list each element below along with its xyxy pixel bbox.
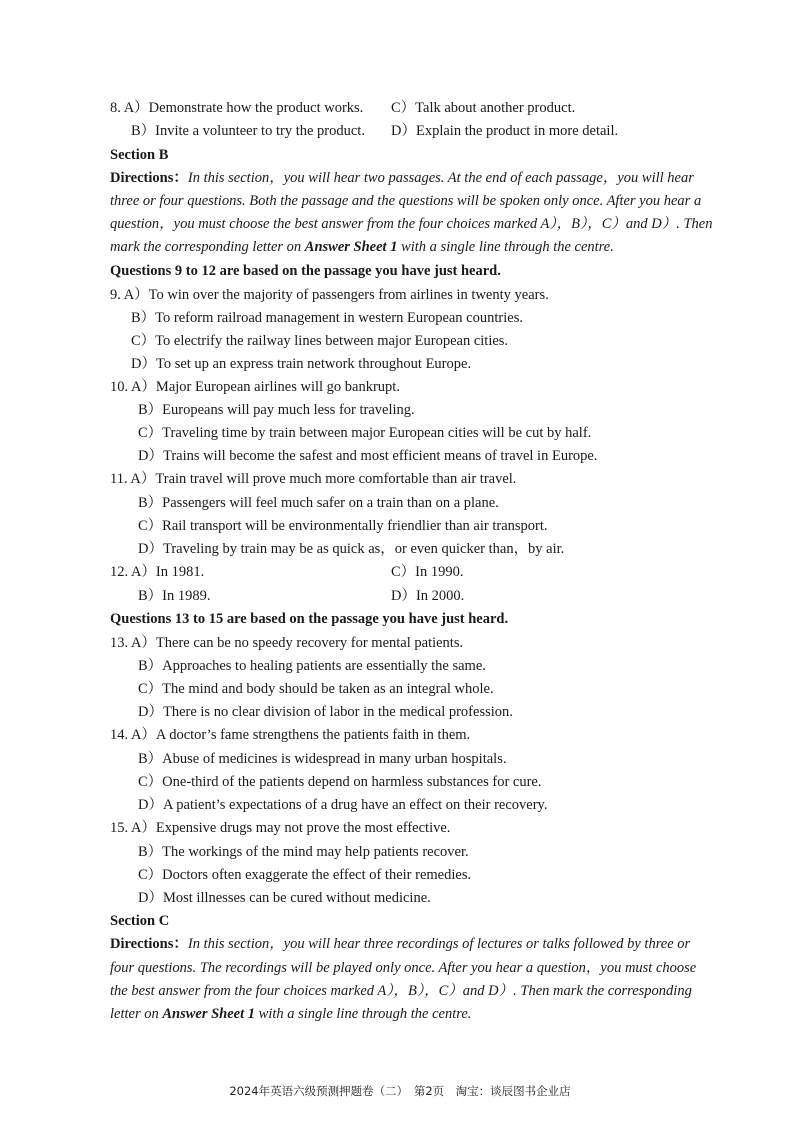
option-d: D）In 2000. (391, 588, 465, 604)
section-b-directions-line2: three or four questions. Both the passage and the questions will be spoken only once. After you hear a (110, 193, 702, 209)
option-b: B）Abuse of medicines is widespread in many urban hospitals. (138, 751, 507, 767)
question-13-row1 (110, 634, 463, 652)
directions-text: In this section，you will hear two passages. At the end of each passage，you will hear (187, 170, 694, 186)
option-a: A）Train travel will prove much more comfortable than air travel. (130, 471, 517, 487)
question-15-row1 (110, 819, 450, 837)
question-9-row1 (110, 286, 549, 304)
option-a: A）There can be no speedy recovery for mental patients. (130, 635, 464, 651)
option-c: C）Traveling time by train between major European cities will be cut by half. (138, 425, 592, 441)
question-number: 15. (110, 820, 129, 836)
question-number: 14. (110, 727, 129, 743)
question-number: 10. (110, 379, 129, 395)
question-8-row1 (110, 99, 363, 117)
option-c: C）In 1990. (391, 564, 464, 580)
option-b: B）Passengers will feel much safer on a train than on a plane. (138, 495, 499, 511)
section-c-directions-line1 (110, 935, 690, 953)
option-d: D）A patient’s expectations of a drug have an effect on their recovery. (138, 797, 548, 813)
option-b: B）Europeans will pay much less for traveling. (138, 402, 415, 418)
option-b: B）Invite a volunteer to try the product. (131, 123, 365, 139)
directions-text: with a single line through the centre. (397, 239, 614, 255)
question-group-heading: Questions 13 to 15 are based on the passage you have just heard. (110, 611, 509, 627)
question-group-heading: Questions 9 to 12 are based on the passage you have just heard. (110, 263, 501, 279)
option-d: D）There is no clear division of labor in the medical profession. (138, 704, 513, 720)
section-c-directions-line3: the best answer from the four choices marked A），B），C）and D）. Then mark the corresponding (110, 983, 692, 999)
question-number: 12. (110, 564, 129, 580)
option-b: B）To reform railroad management in western European countries. (131, 310, 523, 326)
answer-sheet-label: Answer Sheet 1 (162, 1006, 256, 1022)
section-b-directions-line3: question，you must choose the best answer from the four choices marked A），B），C）and D）. Then (110, 216, 713, 232)
option-c: C）Doctors often exaggerate the effect of their remedies. (138, 867, 472, 883)
answer-sheet-label: Answer Sheet 1 (304, 239, 398, 255)
question-12-row1 (110, 563, 204, 581)
question-number: 11. (110, 471, 128, 487)
option-d: D）Traveling by train may be as quick as，or even quicker than，by air. (138, 541, 565, 557)
option-c: C）One-third of the patients depend on harmless substances for cure. (138, 774, 542, 790)
section-c-directions-line2: four questions. The recordings will be played only once. After you hear a question，you must choose (110, 960, 697, 976)
section-b-heading: Section B (110, 147, 169, 163)
question-number: 8. (110, 100, 121, 116)
option-d: D）Most illnesses can be cured without medicine. (138, 890, 431, 906)
question-11-row1 (110, 470, 516, 488)
section-b-directions-line4 (110, 238, 614, 256)
option-c: C）Rail transport will be environmentally friendlier than air transport. (138, 518, 548, 534)
section-b-directions-line1 (110, 169, 694, 187)
directions-text: mark the corresponding letter on (110, 239, 305, 255)
option-a: A）Demonstrate how the product works. (123, 100, 364, 116)
directions-text: In this section，you will hear three recordings of lectures or talks followed by three or (187, 936, 691, 952)
option-a: A）In 1981. (130, 564, 205, 580)
directions-text: letter on (110, 1006, 163, 1022)
directions-label: Directions： (110, 936, 188, 952)
directions-label: Directions： (110, 170, 188, 186)
section-c-heading: Section C (110, 913, 170, 929)
question-number: 13. (110, 635, 129, 651)
option-c: C）The mind and body should be taken as an integral whole. (138, 681, 494, 697)
option-b: B）In 1989. (138, 588, 211, 604)
option-c: C）Talk about another product. (391, 100, 576, 116)
page-footer: 2024年英语六级预测押题卷（二） 第2页 淘宝：谈辰图书企业店 (229, 1084, 571, 1098)
option-a: A）Major European airlines will go bankrupt. (130, 379, 400, 395)
option-b: B）The workings of the mind may help patients recover. (138, 844, 469, 860)
option-a: A）To win over the majority of passengers from airlines in twenty years. (123, 287, 549, 303)
option-d: D）Explain the product in more detail. (391, 123, 619, 139)
option-b: B）Approaches to healing patients are essentially the same. (138, 658, 486, 674)
question-14-row1 (110, 726, 470, 744)
section-c-directions-line4 (110, 1005, 471, 1023)
option-d: D）Trains will become the safest and most efficient means of travel in Europe. (138, 448, 598, 464)
option-d: D）To set up an express train network throughout Europe. (131, 356, 472, 372)
option-c: C）To electrify the railway lines between major European cities. (131, 333, 509, 349)
directions-text: with a single line through the centre. (255, 1006, 472, 1022)
question-10-row1 (110, 378, 400, 396)
question-number: 9. (110, 287, 121, 303)
option-a: A）Expensive drugs may not prove the most effective. (130, 820, 451, 836)
option-a: A）A doctor’s fame strengthens the patients faith in them. (130, 727, 471, 743)
